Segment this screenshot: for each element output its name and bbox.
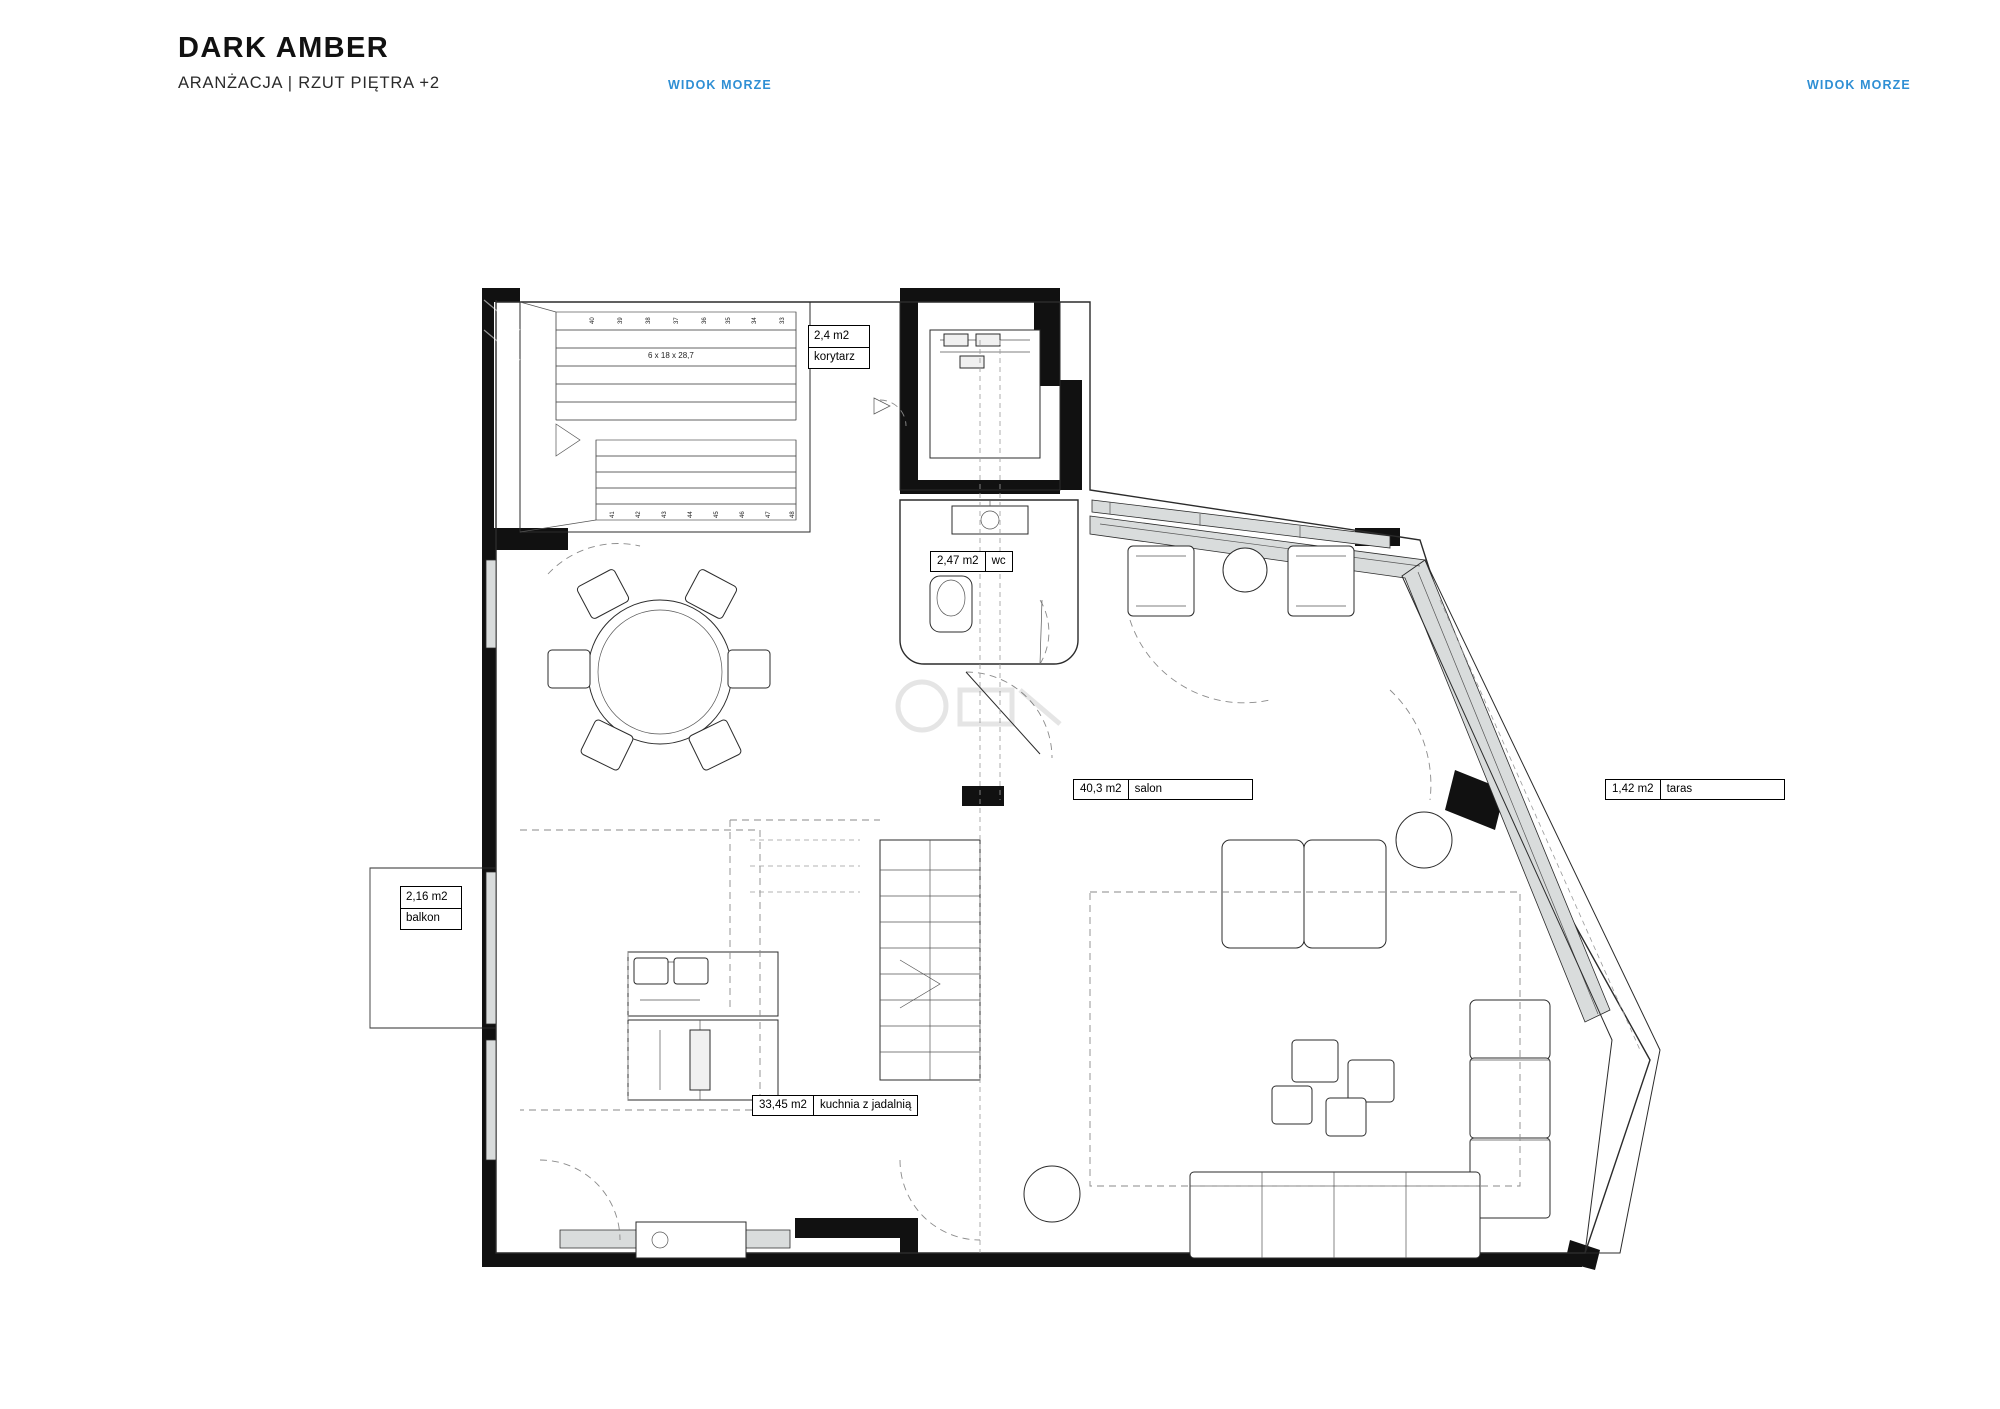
- room-area: 2,16 m2: [406, 890, 448, 903]
- room-area: 33,45 m2: [759, 1098, 807, 1111]
- svg-text:39: 39: [618, 317, 624, 324]
- room-tag-kuchnia: [752, 1095, 918, 1116]
- room-area: 1,42 m2: [1612, 782, 1654, 795]
- view-label-sea-left: WIDOK MORZE: [668, 78, 772, 92]
- room-name: salon: [1128, 780, 1252, 799]
- svg-text:45: 45: [714, 511, 720, 518]
- room-tag-balkon: [400, 886, 462, 930]
- svg-text:37: 37: [674, 317, 680, 324]
- dining-set: [548, 543, 770, 771]
- svg-text:48: 48: [790, 511, 796, 518]
- view-label-sea-right: WIDOK MORZE: [1807, 78, 1911, 92]
- room-area: 2,4 m2: [814, 329, 850, 342]
- living-room: [1024, 546, 1550, 1258]
- stair-run-label: 6 x 18 x 28,7: [648, 351, 694, 360]
- walls-layer: [370, 300, 1660, 1258]
- svg-text:44: 44: [688, 511, 694, 518]
- svg-text:41: 41: [610, 511, 616, 518]
- svg-text:47: 47: [766, 511, 772, 518]
- room-name: korytarz: [809, 347, 869, 368]
- svg-text:43: 43: [662, 511, 668, 518]
- room-name: kuchnia z jadalnią: [813, 1096, 917, 1115]
- room-name: taras: [1660, 780, 1784, 799]
- svg-text:35: 35: [726, 317, 732, 324]
- room-area: 2,47 m2: [937, 554, 979, 567]
- staircase-upper: [520, 302, 796, 532]
- room-tag-salon: [1073, 779, 1253, 800]
- room-name: balkon: [401, 908, 461, 929]
- svg-text:42: 42: [636, 511, 642, 518]
- svg-text:33: 33: [780, 317, 786, 324]
- svg-text:34: 34: [752, 317, 758, 324]
- svg-text:36: 36: [702, 317, 708, 324]
- room-name: wc: [985, 552, 1012, 571]
- watermark: [898, 682, 1060, 730]
- room-tag-wc: [930, 551, 1013, 572]
- page-subtitle: ARANŻACJA | RZUT PIĘTRA +2: [178, 73, 440, 92]
- kitchen: [520, 830, 778, 1110]
- page-title: DARK AMBER: [178, 32, 390, 64]
- room-tag-taras: [1605, 779, 1785, 800]
- svg-text:38: 38: [646, 317, 652, 324]
- svg-text:46: 46: [740, 511, 746, 518]
- room-area: 40,3 m2: [1080, 782, 1122, 795]
- svg-text:40: 40: [590, 317, 596, 324]
- room-tag-korytarz: [808, 325, 870, 369]
